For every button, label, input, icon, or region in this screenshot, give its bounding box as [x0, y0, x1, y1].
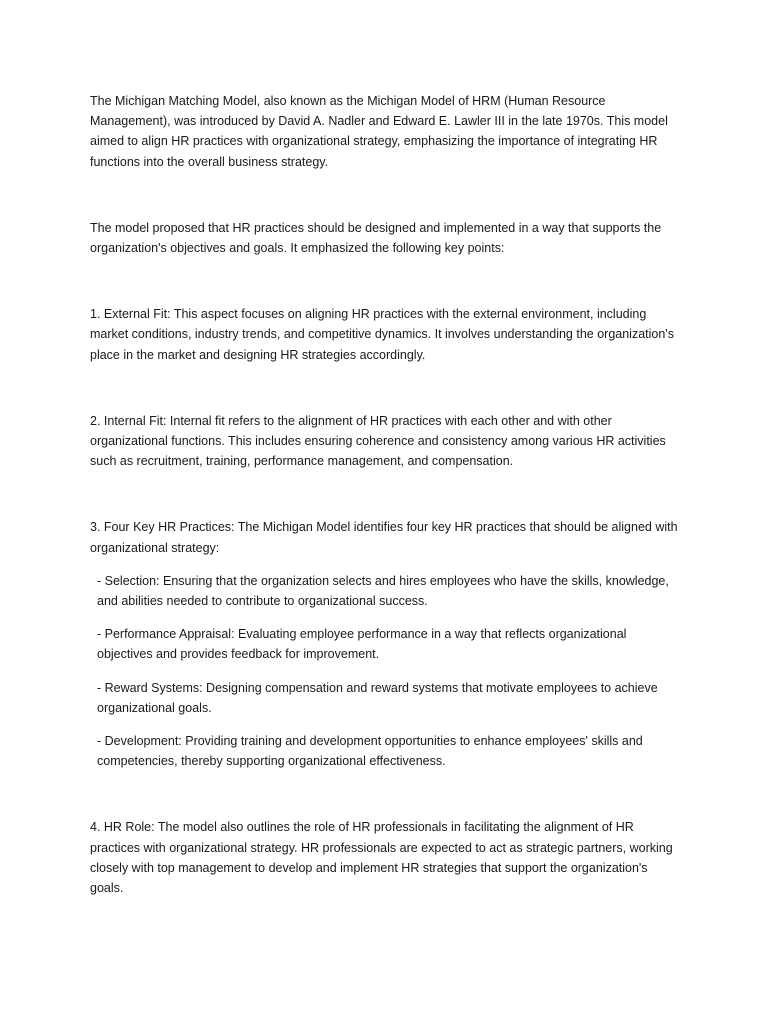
internal-fit-paragraph: 2. Internal Fit: Internal fit refers to the alignment of HR practices with each other and with other organizational functions. This includes ensuring coherence and consistency among various HR activities such as recruitment, training, performance management, and compensation. — [90, 413, 666, 469]
intro-paragraph: The Michigan Matching Model, also known as the Michigan Model of HRM (Human Resource Management), was introduced by David A. Nadler and Edward E. Lawler III in the late 1970s. This model aimed to align HR practices with organizational strategy, emphasizing the importance of integrating HR functions into the overall business strategy. — [90, 94, 668, 169]
practice-development: - Development: Providing training and development opportunities to enhance employees' skills and competencies, thereby supporting organizational effectiveness. — [97, 734, 643, 769]
external-fit-paragraph: 1. External Fit: This aspect focuses on aligning HR practices with the external environment, including market conditions, industry trends, and competitive dynamics. It involves understanding the organization's place in the market and designing HR strategies accordingly. — [90, 307, 674, 362]
practice-selection: - Selection: Ensuring that the organization selects and hires employees who have the skills, knowledge, and abilities needed to contribute to organizational success. — [97, 573, 669, 609]
key-practices-paragraph: 3. Four Key HR Practices: The Michigan Model identifies four key HR practices that should be aligned with organizational strategy: — [90, 520, 678, 555]
hr-role-paragraph: 4. HR Role: The model also outlines the role of HR professionals in facilitating the alignment of HR practices with organizational strategy. HR professionals are expected to act as strategic partners, working closely with top management to develop and implement HR strategies that support the organization's goals. — [90, 820, 673, 896]
model-overview-paragraph: The model proposed that HR practices should be designed and implemented in a way that supports the organization's objectives and goals. It emphasized the following key points: — [90, 220, 662, 256]
practice-reward-systems: - Reward Systems: Designing compensation and reward systems that motivate employees to achieve organizational goals. — [97, 680, 658, 715]
document-body — [90, 91, 682, 898]
practice-performance-appraisal: - Performance Appraisal: Evaluating employee performance in a way that reflects organizational objectives and provides feedback for improvement. — [97, 627, 627, 662]
